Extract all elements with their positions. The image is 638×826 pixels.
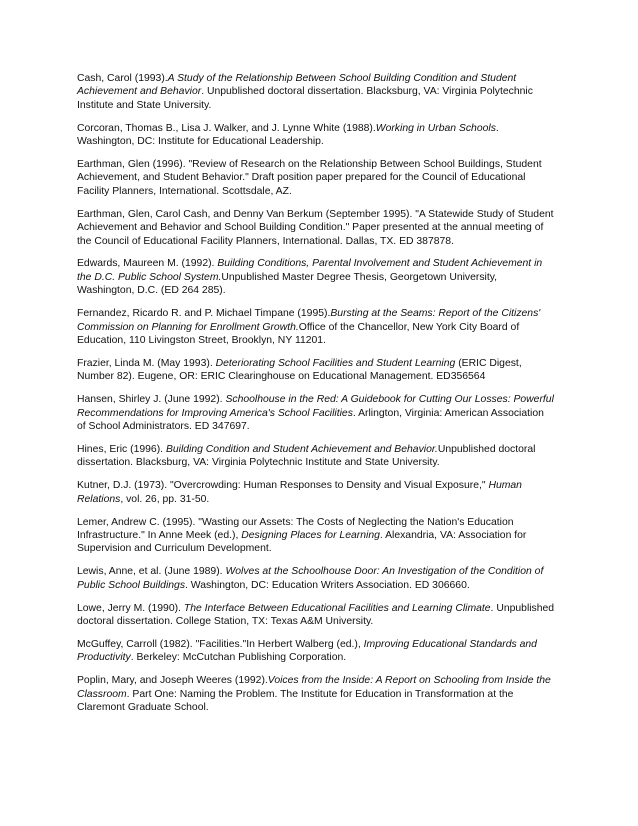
reference-entry xyxy=(77,674,555,714)
reference-title: Bursting at the Seams: Report of the Citizens' Commission on Planning for Enrollment Growth. xyxy=(77,308,541,333)
reference-lead: Hansen, Shirley J. (June 1992). xyxy=(77,394,226,406)
reference-entry xyxy=(77,357,555,384)
reference-entry xyxy=(77,638,555,665)
reference-entry xyxy=(77,122,555,149)
reference-title: Wolves at the Schoolhouse Door: An Investigation of the Condition of Public School Buildings xyxy=(77,566,544,591)
reference-title: Deteriorating School Facilities and Student Learning xyxy=(215,357,456,369)
reference-lead: Frazier, Linda M. (May 1993). xyxy=(77,357,216,369)
reference-lead: Cash, Carol (1993). xyxy=(77,73,168,84)
reference-tail: . Part One: Naming the Problem. The Institute for Education in Transformation at the Claremont Graduate School. xyxy=(77,688,514,714)
reference-entry xyxy=(77,565,555,592)
reference-lead: Lemer, Andrew C. (1995). "Wasting our Assets: The Costs of Neglecting the Nation's Education Infrastructure." In Anne Meek (ed.), xyxy=(77,516,514,541)
reference-tail: Unpublished doctoral dissertation. Blacksburg, VA: Virginia Polytechnic Institute and State University. xyxy=(77,443,536,469)
reference-lead: Lowe, Jerry M. (1990). xyxy=(77,602,184,614)
reference-lead: Hines, Eric (1996). xyxy=(77,443,166,455)
reference-entry xyxy=(77,516,555,556)
reference-tail: . Unpublished doctoral dissertation. College Station, TX: Texas A&M University. xyxy=(77,602,555,627)
reference-tail: . Washington, DC: Institute for Educational Leadership. xyxy=(77,122,499,148)
reference-tail: (ERIC Digest, Number 82). Eugene, OR: ERIC Clearinghouse on Educational Management. ED356564 xyxy=(77,357,522,383)
reference-entry xyxy=(77,393,555,433)
reference-tail: . Alexandria, VA: Association for Supervision and Curriculum Development. xyxy=(77,529,527,555)
reference-title: Designing Places for Learning xyxy=(241,529,380,541)
reference-lead: Lewis, Anne, et al. (June 1989). xyxy=(77,566,226,578)
reference-title: Schoolhouse in the Red: A Guidebook for Cutting Our Losses: Powerful Recommendations for Improving America's School Facilities xyxy=(77,394,554,419)
reference-entry xyxy=(77,602,555,629)
reference-title: Working in Urban Schools xyxy=(375,122,496,134)
reference-tail: . Arlington, Virginia: American Association of School Administrators. ED 347697. xyxy=(77,407,544,433)
reference-lead: Fernandez, Ricardo R. and P. Michael Timpane (1995). xyxy=(77,308,331,320)
reference-title: Improving Educational Standards and Productivity xyxy=(77,638,537,664)
reference-title: The Interface Between Educational Facilities and Learning Climate xyxy=(183,602,491,614)
reference-tail: . Washington, DC: Education Writers Association. ED 306660. xyxy=(185,579,470,591)
reference-title: Voices from the Inside: A Report on Schooling from Inside the Classroom xyxy=(77,675,551,700)
reference-entry xyxy=(77,158,555,198)
reference-title: Building Condition and Student Achievement and Behavior. xyxy=(165,443,438,455)
reference-title: A Study of the Relationship Between School Building Condition and Student Achievement and Behavior xyxy=(77,73,517,98)
reference-lead: Earthman, Glen (1996). "Review of Research on the Relationship Between School Buildings, Student Achievement, and Student Behavior." Draft position paper prepared for the Council of Educational Facility Planners, International. Scottsdale, AZ. xyxy=(77,159,542,197)
reference-tail: . Unpublished doctoral dissertation. Blacksburg, VA: Virginia Polytechnic Institute and State University. xyxy=(77,86,533,111)
reference-lead: Corcoran, Thomas B., Lisa J. Walker, and J. Lynne White (1988). xyxy=(77,122,376,134)
reference-lead: Edwards, Maureen M. (1992). xyxy=(77,258,218,270)
reference-lead: Kutner, D.J. (1973). "Overcrowding: Human Responses to Density and Visual Exposure," xyxy=(77,480,489,492)
reference-entry xyxy=(77,72,555,112)
reference-tail: . Berkeley: McCutchan Publishing Corporation. xyxy=(130,652,347,664)
reference-lead: Earthman, Glen, Carol Cash, and Denny Van Berkum (September 1995). "A Statewide Study of Student Achievement and Behavior and School Building Condition." Paper presented at the annual meeting of the Council of Educational Facility Planners, International. Dallas, TX. ED 387878. xyxy=(77,208,554,247)
reference-tail: Unpublished Master Degree Thesis, Georgetown University, Washington, D.C. (ED 264 285). xyxy=(77,271,498,297)
reference-entry xyxy=(77,479,555,506)
reference-lead: Poplin, Mary, and Joseph Weeres (1992). xyxy=(77,675,268,687)
reference-list xyxy=(77,72,555,724)
reference-entry xyxy=(77,307,555,347)
reference-lead: McGuffey, Carroll (1982). "Facilities."In Herbert Walberg (ed.), xyxy=(77,638,364,650)
reference-title: Human Relations xyxy=(77,480,522,505)
reference-entry xyxy=(77,208,555,248)
reference-tail: , vol. 26, pp. 31-50. xyxy=(120,493,210,505)
reference-title: Building Conditions, Parental Involvement and Student Achievement in the D.C. Public School System. xyxy=(77,258,543,283)
reference-entry xyxy=(77,257,555,297)
reference-entry xyxy=(77,443,555,470)
reference-tail: Office of the Chancellor, New York City Board of Education, 110 Livingston Street, Brooklyn, NY 11201. xyxy=(77,321,520,346)
